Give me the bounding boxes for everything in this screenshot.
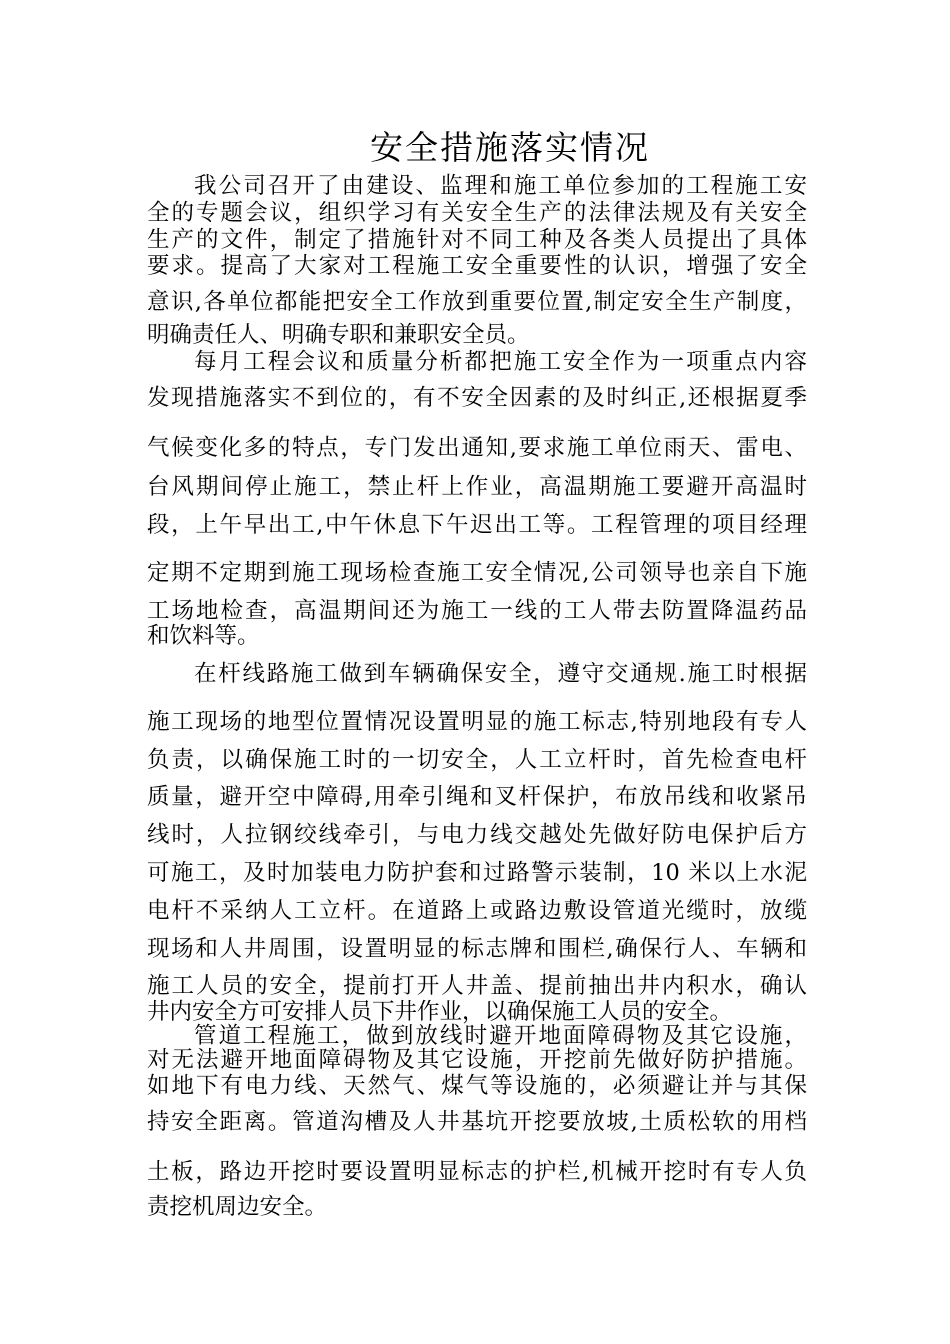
paragraph-line: 井内安全方可安排人员下井作业，以确保施工人员的安全。: [147, 999, 733, 1025]
paragraph-line: 管道工程施工，做到放线时避开地面障碍物及其它设施，: [194, 1023, 807, 1049]
paragraph-line: 在杆线路施工做到车辆确保安全，遵守交通规.施工时根据: [194, 661, 807, 687]
paragraph-line: 现场和人井周围，设置明显的标志牌和围栏,确保行人、车辆和: [147, 936, 807, 962]
paragraph-line: 我公司召开了由建设、监理和施工单位参加的工程施工安: [194, 173, 807, 199]
paragraph-line: 持安全距离。管道沟槽及人井基坑开挖要放坡,土质松软的用档: [147, 1109, 807, 1135]
paragraph-line: 要求。提高了大家对工程施工安全重要性的认识，增强了安全: [147, 253, 807, 279]
document-title: 安全措施落实情况: [370, 128, 650, 167]
paragraph-line: 土板，路边开挖时要设置明显标志的护栏,机械开挖时有专人负: [147, 1159, 807, 1185]
paragraph-line: 段，上午早出工,中午休息下午迟出工等。工程管理的项目经理: [147, 512, 807, 538]
paragraph-line: 明确责任人、明确专职和兼职安全员。: [147, 322, 530, 348]
paragraph-line: 发现措施落实不到位的，有不安全因素的及时纠正,还根据夏季: [147, 385, 807, 411]
paragraph-line: 和饮料等。: [147, 623, 260, 649]
paragraph-line: 全的专题会议，组织学习有关安全生产的法律法规及有关安全: [147, 200, 807, 226]
paragraph-line: 如地下有电力线、天然气、煤气等设施的，必须避让并与其保: [147, 1073, 807, 1099]
paragraph-line: 施工人员的安全，提前打开人井盖、提前抽出井内积水，确认: [147, 973, 807, 999]
paragraph-line: 负责，以确保施工时的一切安全，人工立杆时，首先检查电杆: [147, 747, 807, 773]
paragraph-line: 可施工，及时加装电力防护套和过路警示装制，10 米以上水泥: [147, 860, 807, 886]
paragraph-line: 责挖机周边安全。: [147, 1194, 328, 1220]
paragraph-line: 电杆不采纳人工立杆。在道路上或路边敷设管道光缆时，放缆: [147, 898, 807, 924]
paragraph-line: 生产的文件，制定了措施针对不同工种及各类人员提出了具体: [147, 227, 807, 253]
paragraph-line: 线时，人拉钢绞线牵引，与电力线交越处先做好防电保护后方: [147, 822, 807, 848]
paragraph-line: 质量，避开空中障碍,用牵引绳和叉杆保护，布放吊线和收紧吊: [147, 784, 807, 810]
paragraph-line: 气候变化多的特点，专门发出通知,要求施工单位雨天、雷电、: [147, 435, 807, 461]
paragraph-line: 台风期间停止施工，禁止杆上作业，高温期施工要避开高温时: [147, 474, 807, 500]
paragraph-line: 每月工程会议和质量分析都把施工安全作为一项重点内容: [194, 349, 807, 375]
paragraph-line: 施工现场的地型位置情况设置明显的施工标志,特别地段有专人: [147, 709, 807, 735]
paragraph-line: 意识,各单位都能把安全工作放到重要位置,制定安全生产制度，: [147, 289, 807, 315]
paragraph-line: 定期不定期到施工现场检查施工安全情况,公司领导也亲自下施: [147, 560, 807, 586]
paragraph-line: 对无法避开地面障碍物及其它设施，开挖前先做好防护措施。: [147, 1047, 807, 1073]
paragraph-line: 工场地检查，高温期间还为施工一线的工人带去防置降温药品: [147, 598, 807, 624]
